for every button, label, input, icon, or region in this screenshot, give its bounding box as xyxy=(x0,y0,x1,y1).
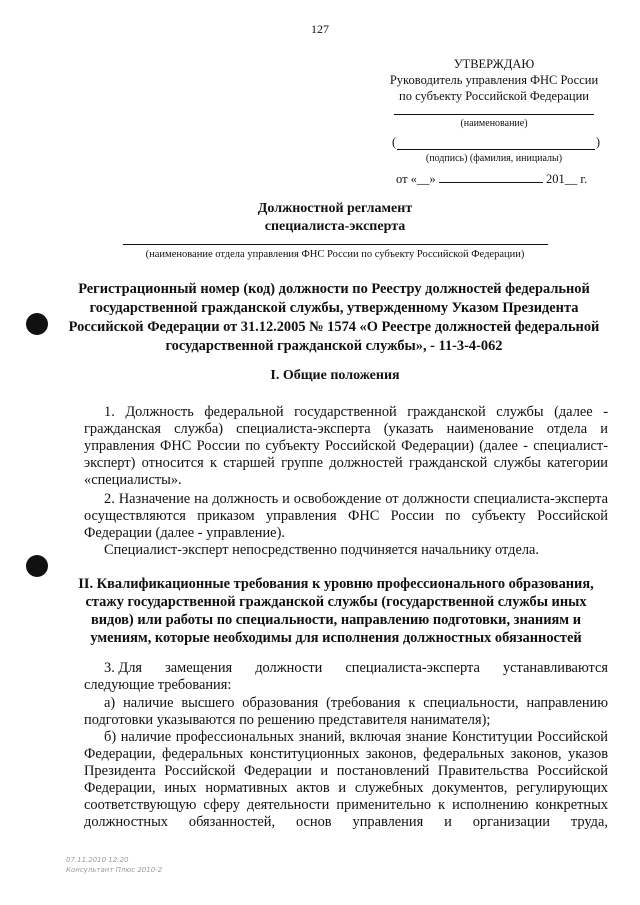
section-2-title: II. Квалификационные требования к уровню профессионального образования, стажу государственной гражданской службы (государственной службы иных видов) или работы по специальности, направлению подготовки, знаниям и умениям, которые необходимы для исполнения должностных обязанностей xyxy=(78,576,594,646)
requirement-b: б) наличие профессиональных знаний, включая знание Конституции Российской Федерации, федеральных конституционных законов, федеральных законов, указов Президента Российской Федерации и постановлений Правительства Российской Федерации, иных нормативных актов и служебных документов, регулирующих соответствующую сферу деятельности применительно к исполнению конкретных должностных обязанностей, основ управления и организации труда, xyxy=(84,729,608,830)
approval-heading: УТВЕРЖДАЮ xyxy=(453,57,535,71)
name-blank-line xyxy=(394,104,594,115)
paragraph-2: 2. Назначение на должность и освобождение от должности специалиста-эксперта осуществляются приказом управления ФНС России по субъекту Российской Федерации (далее - управление). xyxy=(84,491,608,541)
date-month-blank xyxy=(439,172,543,183)
open-paren: ( xyxy=(392,135,397,149)
signature-caption: (подпись) (фамилия, инициалы) xyxy=(425,153,563,164)
registration-number: Регистрационный номер (код) должности по Реестру должностей федеральной государственной гражданской службы, утвержденному Указом Президента Российской Федерации от 31.12.2005 № 1574 «О Реестре должностей федеральной государственной гражданской службы», - 11-3-4-062 xyxy=(68,281,600,354)
signature-blank xyxy=(392,134,600,150)
name-caption: (наименование) xyxy=(460,118,528,129)
footer-stamp xyxy=(66,855,162,875)
requirements-intro xyxy=(104,660,608,677)
punch-hole xyxy=(26,555,48,577)
intro-word: специалиста-эксперта xyxy=(345,660,480,676)
page-number: 127 xyxy=(311,22,329,36)
department-blank-line xyxy=(123,244,548,245)
footer-line2: Консультант Плюс 2010-2 xyxy=(66,866,163,874)
punch-hole xyxy=(26,313,48,335)
approval-position-line2: по субъекту Российской Федерации xyxy=(399,89,589,103)
paragraph-1: 1. Должность федеральной государственной гражданской службы (далее - гражданская служба) специалиста-эксперта (указать наименование отдела и управления ФНС России по субъекту Российской Федерации) (далее - специалист-эксперт) относится к старшей группе должностей гражданской службы категории «специалисты». xyxy=(84,404,608,488)
signature-fill-line xyxy=(397,137,595,150)
intro-word: должности xyxy=(255,660,323,676)
intro-word: устанавливаются xyxy=(502,660,608,676)
requirement-a: а) наличие высшего образования (требования к специальности, направлению подготовки указываются по решению представителя нанимателя); xyxy=(84,695,608,728)
approval-position-line1: Руководитель управления ФНС России xyxy=(389,73,599,87)
close-paren: ) xyxy=(595,135,600,149)
approval-block xyxy=(388,56,600,187)
title-line1: Должностной регламент xyxy=(257,201,413,216)
intro-word: 3. Для xyxy=(104,660,143,676)
date-row xyxy=(388,171,600,187)
document-title xyxy=(0,200,640,236)
requirements-intro-rest: следующие требования: xyxy=(84,677,232,693)
section-1-title: I. Общие положения xyxy=(270,368,400,383)
intro-word: замещения xyxy=(165,660,233,676)
footer-line1: 07.11.2010 12:20 xyxy=(66,856,129,864)
date-year: 201__ г. xyxy=(545,172,588,186)
department-caption: (наименование отдела управления ФНС России по субъекту Российской Федерации) xyxy=(145,249,525,260)
title-line2: специалиста-эксперта xyxy=(264,219,406,234)
paragraph-3: Специалист-эксперт непосредственно подчиняется начальнику отдела. xyxy=(104,542,540,558)
date-prefix: от «__» xyxy=(396,172,436,186)
